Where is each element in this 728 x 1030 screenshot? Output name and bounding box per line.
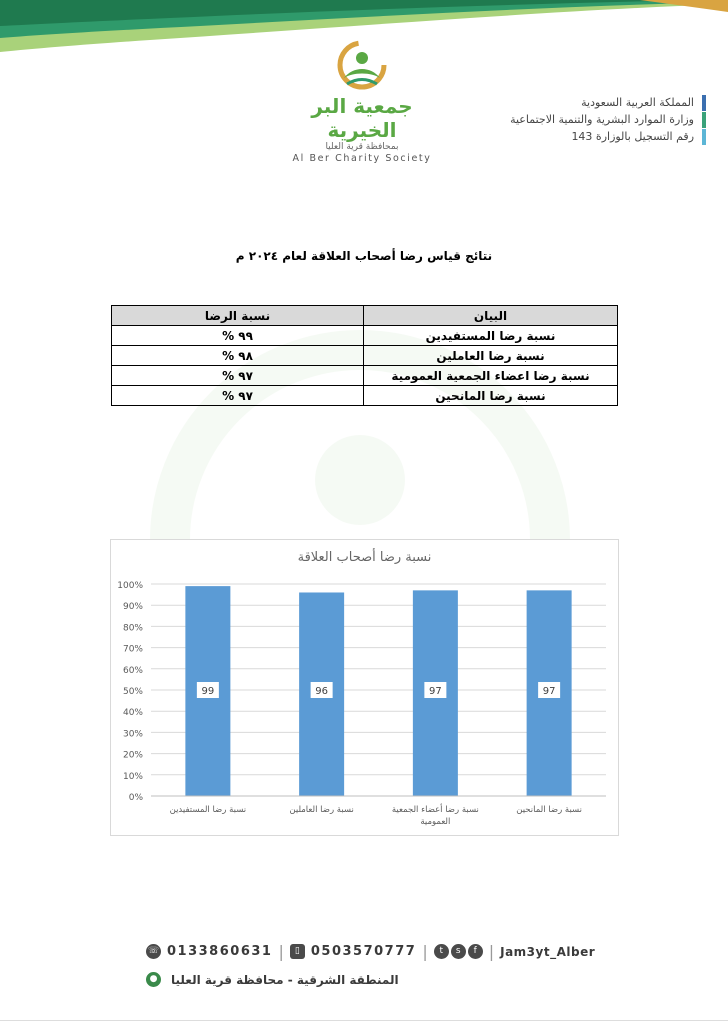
footer-contacts [146,942,595,961]
snapchat-icon: s [451,944,466,959]
header-statement: البيان [364,306,618,326]
bottom-rule [0,1020,728,1021]
table-row [112,346,618,366]
data-label: 96 [315,686,328,697]
logo-name-ar: جمعية البر الخيرية [311,94,413,142]
row-label: نسبة رضا العاملين [364,346,618,366]
separator: | [488,942,495,961]
y-tick-label: 30% [122,729,143,740]
ministry-line-1: المملكة العربية السعودية [510,95,706,111]
row-value: ٩٧ % [112,366,364,386]
table-row [112,326,618,346]
footer-mobile: 0503570777 [310,944,417,959]
data-label: 97 [542,686,556,697]
x-category-label: نسبة رضا المانحين [516,805,582,815]
y-tick-label: 10% [122,771,143,782]
footer-phone: 0133860631 [167,944,273,959]
footer-address: المنطقة الشرقية - محافظة قرية العليا [171,972,399,987]
y-tick-label: 20% [122,750,143,761]
ministry-line-3: رقم التسجيل بالوزارة 143 [510,129,706,145]
data-label: 97 [429,686,442,697]
phone-icon: ☏ [146,944,161,959]
charity-emblem-icon [335,38,389,92]
y-tick-label: 100% [117,581,143,591]
ministry-info [510,95,706,146]
chart-plot [111,540,618,835]
x-category-label: نسبة رضا المستفيدين [169,805,247,815]
chart-title: نسبة رضا أصحاب العلاقة [297,550,432,565]
row-label: نسبة رضا اعضاء الجمعية العمومية [364,366,618,386]
facebook-icon: f [468,944,483,959]
data-label: 99 [201,686,215,697]
separator: | [422,942,428,961]
row-value: ٩٩ % [112,326,364,346]
footer-social: Jam3yt_Alber [500,944,596,959]
twitter-icon: t [434,944,449,959]
row-value: ٩٧ % [112,386,364,406]
y-tick-label: 80% [122,623,143,634]
y-tick-label: 90% [122,602,143,613]
header-satisfaction: نسبة الرضا [112,306,364,326]
results-table [111,305,618,406]
satisfaction-chart [110,539,619,836]
row-label: نسبة رضا المانحين [364,386,618,406]
charity-logo [282,38,442,164]
row-value: ٩٨ % [112,346,364,366]
location-pin-icon: ● [146,972,161,987]
x-category-label: نسبة رضا أعضاء الجمعية العمومية [391,805,479,827]
separator: | [278,942,284,961]
footer-address-row [146,972,399,987]
x-category-label: نسبة رضا العاملين [289,805,354,815]
table-row [112,366,618,386]
logo-subtitle-ar: بمحافظة قرية العليا [325,142,399,152]
y-tick-label: 40% [122,708,143,719]
logo-name-en: Al Ber Charity Society [292,153,432,164]
table-header-row [112,306,618,326]
table-row [112,386,618,406]
mobile-icon: ▯ [290,944,305,959]
row-label: نسبة رضا المستفيدين [364,326,618,346]
document-title: نتائج قياس رضا أصحاب العلاقة لعام ٢٠٢٤ م [235,249,493,263]
y-tick-label: 0% [128,793,143,803]
y-tick-label: 70% [122,644,143,655]
ministry-line-2: وزارة الموارد البشرية والتنمية الاجتماعية [510,112,706,128]
y-tick-label: 60% [122,665,143,676]
y-tick-label: 50% [122,687,143,697]
